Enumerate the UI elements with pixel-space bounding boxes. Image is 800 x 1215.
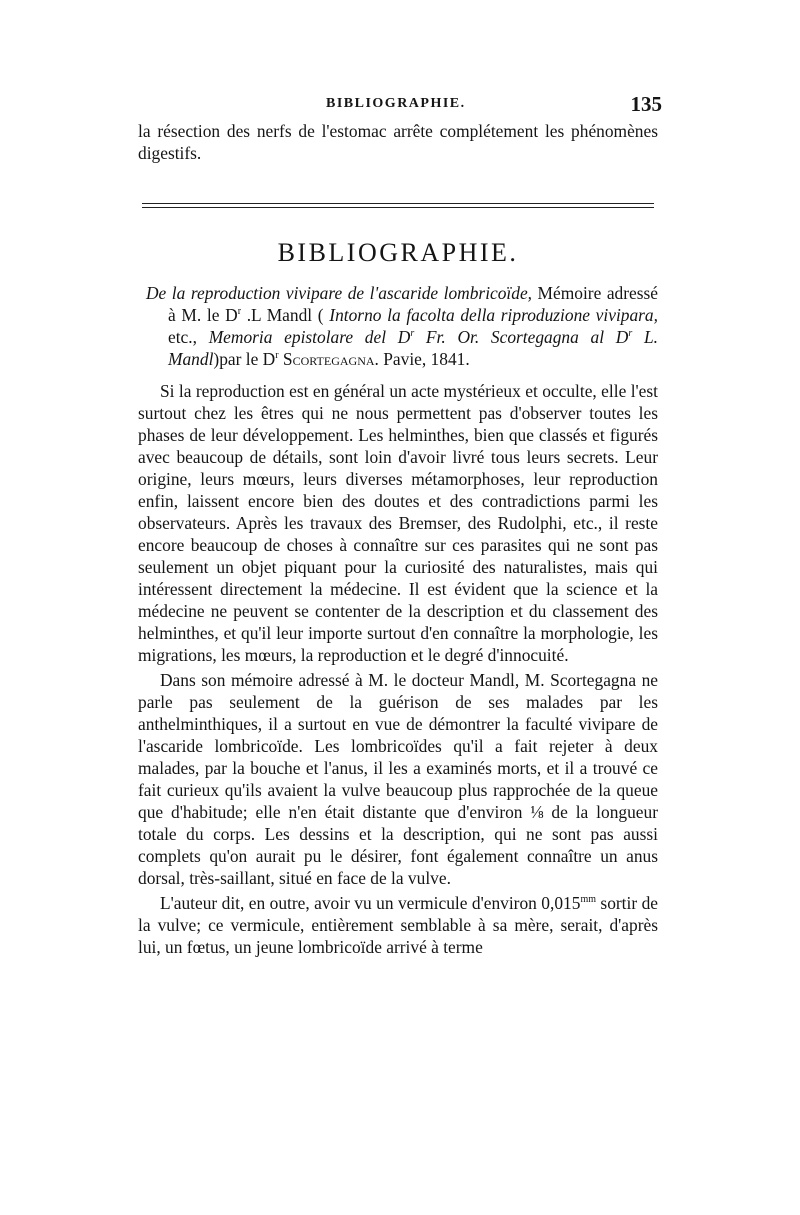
unit-superscript: mm [580, 894, 596, 906]
reference-italian-recipient: L. Mandl [168, 327, 659, 369]
page-number: 135 [630, 92, 662, 116]
intro-paragraph: la résection des nerfs de l'estomac arrête complétement les phénomènes digestifs. [138, 121, 658, 163]
reference-italian-author: Fr. Or. Scortegagna al D [414, 327, 629, 347]
reference-author: Scortegagna [278, 349, 375, 369]
section-title: BIBLIOGRAPHIE. [277, 238, 519, 267]
bibliographic-reference [146, 282, 658, 370]
running-title: BIBLIOGRAPHIE. [326, 96, 466, 111]
reference-title: De la reproduction vivipare de l'ascaride lombricoïde, [146, 283, 533, 303]
reference-sup: r [628, 328, 633, 340]
reference-sup: r [410, 328, 415, 340]
paragraph-3-text: L'auteur dit, en outre, avoir vu un vermicule d'environ 0,015 [160, 893, 581, 913]
reference-sup: r [275, 350, 279, 362]
section-divider [138, 203, 658, 208]
paragraph-3-text: sortir de la vulve; ce vermicule, entièrement semblable à sa mère, serait, d'après lui, un fœtus, un jeune lombricoïde arrivé à terme [138, 893, 658, 957]
reference-text: etc., [168, 327, 209, 347]
divider-line-top [142, 203, 654, 204]
book-page [138, 92, 662, 961]
reference-text: .L Mandl ( [241, 305, 330, 325]
body-paragraph-3 [138, 892, 658, 958]
reference-italian-memoria: Memoria epistolare del D [208, 327, 411, 347]
reference-place-date: . Pavie, 1841. [374, 349, 470, 369]
body-paragraph-2: Dans son mémoire adressé à M. le docteur Mandl, M. Scortegagna ne parle pas seulement de la guérison de ses malades par les anthelminthiques, il a surtout en vue de démontrer la faculté vivipare de l'ascaride lombricoïde. Les lombricoïdes qu'il a fait rejeter à deux malades, par la bouche et l'anus, il les a examinés morts, et il a trouvé ce fait curieux qu'ils avaient la vulve beaucoup plus rapprochée de la queue que d'habitude; elle n'en était distante que d'environ ⅛ de la longueur totale du corps. Les dessins et la description, qui ne sont pas aussi complets qu'on aurait pu le désirer, font également connaître un anus dorsal, très-saillant, situé en face de la vulve. [138, 670, 658, 888]
body-paragraph-1: Si la reproduction est en général un acte mystérieux et occulte, elle l'est surtout chez les êtres qui ne nous permettent pas d'observer toutes les phases de leur développement. Les helminthes, bien que classés et figurés avec beaucoup de détails, sont loin d'avoir livré tous leurs secrets. Leur origine, leurs mœurs, leurs diverses métamorphoses, leur reproduction enfin, laissent encore bien des doutes et des contradictions parmi les observateurs. Après les travaux des Bremser, des Rudolphi, etc., il reste encore beaucoup de choses à connaître sur ces parasites qui ne sont pas seulement un objet piquant pour la curiosité des naturalistes, mais qui intéressent directement la médecine. Il est évident que la science et la médecine ne peuvent se contenter de la description et du classement des helminthes, et qu'il leur importe surtout d'en connaître la morphologie, les migrations, les mœurs, la reproduction et le degré d'innocuité. [138, 381, 658, 665]
reference-sup: r [237, 306, 242, 318]
divider-line-bottom [142, 207, 654, 208]
reference-text: )par le D [213, 349, 276, 369]
reference-text: Mémoire adressé à M. le D [168, 283, 658, 325]
reference-italian-title: Intorno la facolta della riproduzione vivipara, [329, 305, 658, 325]
running-head [138, 92, 662, 120]
